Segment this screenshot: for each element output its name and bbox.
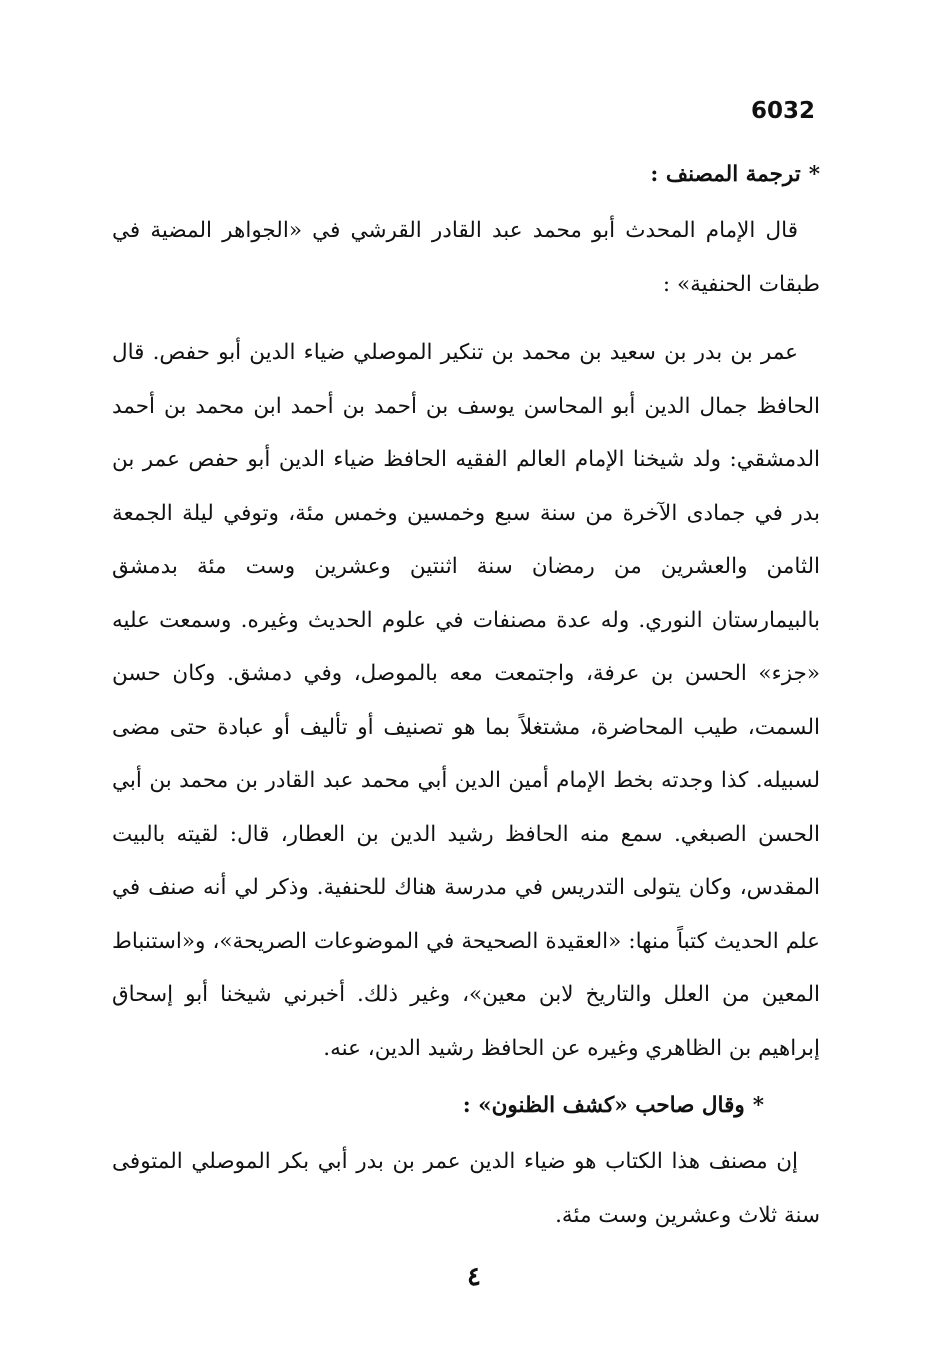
- intro-paragraph: قال الإمام المحدث أبو محمد عبد القادر القرشي في «الجواهر المضية في طبقات الحنفية» :: [112, 218, 820, 297]
- page-number: ٤: [467, 1262, 481, 1292]
- kashf-paragraph: إن مصنف هذا الكتاب هو ضياء الدين عمر بن بدر أبي بكر الموصلي المتوفى سنة ثلاث وعشرين وست مئة.: [112, 1149, 820, 1228]
- section-heading-kashf-al-zunun: [112, 1077, 820, 1135]
- page-content: [112, 146, 820, 1242]
- star-bullet: *: [752, 1093, 764, 1118]
- page-code: 6032: [750, 98, 815, 124]
- section-heading-author-biography: [112, 146, 820, 204]
- section-heading-text: وقال صاحب «كشف الظنون» :: [462, 1093, 745, 1118]
- star-bullet: *: [808, 162, 820, 187]
- section-heading-text: ترجمة المصنف :: [650, 162, 801, 187]
- biography-paragraph: عمر بن بدر بن سعيد بن محمد بن تنكير الموصلي ضياء الدين أبو حفص. قال الحافظ جمال الدين أبو المحاسن يوسف بن أحمد بن أحمد ابن محمد بن أحمد الدمشقي: ولد شيخنا الإمام العالم الفقيه الحافظ ضياء الدين أبو حفص عمر بن بدر في جمادى الآخرة من سنة سبع وخمسين وخمس مئة، وتوفي ليلة الجمعة الثامن والعشرين من رمضان سنة اثنتين وعشرين وست مئة بدمشق بالبيمارستان النوري. وله عدة مصنفات في علوم الحديث وغيره. وسمعت عليه «جزء» الحسن بن عرفة، واجتمعت معه بالموصل، وفي دمشق. وكان حسن السمت، طيب المحاضرة، مشتغلاً بما هو تصنيف أو تأليف أو عبادة حتى مضى لسبيله. كذا وجدته بخط الإمام أمين الدين أبي محمد عبد القادر بن محمد بن أبي الحسن الصبغي. سمع منه الحافظ رشيد الدين بن العطار، قال: لقيته بالبيت المقدس، وكان يتولى التدريس في مدرسة هناك للحنفية. وذكر لي أنه صنف في علم الحديث كتباً منها: «العقيدة الصحيحة في الموضوعات الصريحة»، و«استنباط المعين من العلل والتاريخ لابن معين»، وغير ذلك. أخبرني شيخنا أبو إسحاق إبراهيم بن الظاهري وغيره عن الحافظ رشيد الدين، عنه.: [112, 340, 820, 1061]
